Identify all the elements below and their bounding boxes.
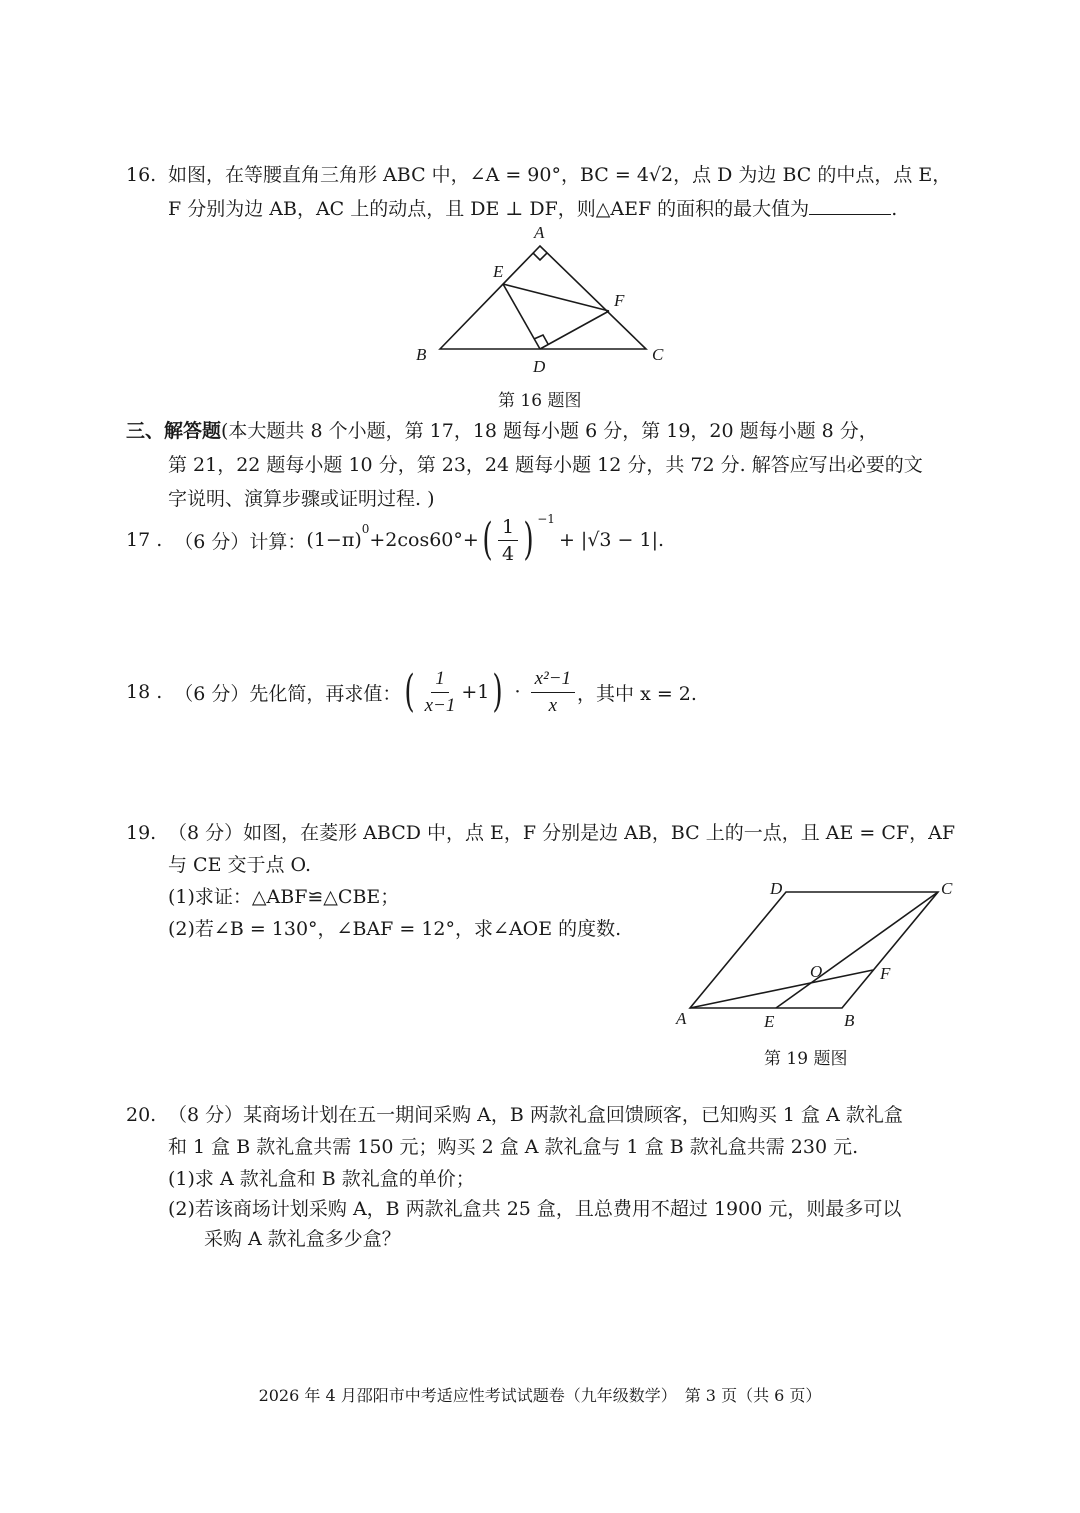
q19-part1: (1)求证：△ABF≌△CBE； [168,886,400,908]
section3-title: 三、解答题 [126,420,222,442]
q16-label-f: F [614,291,625,310]
q18-dot: · [514,681,521,703]
q19-label-e: E [764,1012,775,1031]
q19-label-f: F [880,964,891,983]
q17-paren-close: ) [523,514,534,565]
q18-frac1-num: 1 [431,668,449,693]
q16-label-e: E [493,262,504,281]
q19-label-b: B [844,1011,855,1030]
q18-fraction2 [531,668,575,717]
q19-line1: （8 分）如图，在菱形 ABCD 中，点 E，F 分别是边 AB，BC 上的一点，且 AE = CF，AF [168,822,956,844]
q18-plus1: +1 [461,681,490,703]
right-angle-a-mark [533,253,547,260]
q20-number: 20. [126,1104,157,1126]
q16-number: 16. [126,164,157,186]
q19-caption: 第 19 题图 [764,1049,848,1069]
section3-intro-3: 字说明、演算步骤或证明过程. ) [168,488,435,510]
q16-line2-end: . [891,198,898,220]
q17-term3: + |√3 − 1|. [558,529,665,551]
q17-fraction [498,516,518,565]
q18-frac1-den: x−1 [424,694,456,716]
q16-line2-text: F 分别为边 AB，AC 上的动点，且 DE ⊥ DF，则△AEF 的面积的最大值为 [168,198,810,220]
section3-intro-2: 第 21，22 题每小题 10 分，第 23，24 题每小题 12 分，共 72 分. 解答应写出必要的文 [168,454,923,476]
q18-frac2-num: x²−1 [531,668,575,693]
q19-label-d: D [770,879,783,898]
q16-figure [400,218,690,378]
q20-part1: (1)求 A 款礼盒和 B 款礼盒的单价； [168,1168,475,1190]
q19-label-o: O [810,962,823,981]
q17-term2: +2cos60°+ [369,529,479,551]
section3-line1 [126,414,878,448]
q18-suffix: ，其中 x = 2. [577,682,697,705]
q20-part2-line1: (2)若该商场计划采购 A，B 两款礼盒共 25 盒，且总费用不超过 1900 元，则最多可以 [168,1198,902,1220]
q18 [126,664,697,720]
q18-paren-open: ( [404,666,416,717]
q17-term1: (1−π) [306,529,362,551]
q19-part2: (2)若∠B = 130°，∠BAF = 12°，求∠AOE 的度数. [168,918,622,940]
q16-caption: 第 16 题图 [498,391,582,411]
q19-label-c: C [941,879,953,898]
q17-frac-den: 4 [501,542,515,565]
q17-number: 17 . [126,529,163,551]
q19-number: 19. [126,822,157,844]
q16-label-b: B [416,345,427,364]
q19-line2: 与 CE 交于点 O. [168,854,312,876]
q18-prefix: （6 分）先化简，再求值： [174,682,402,705]
q20-line2: 和 1 盒 B 款礼盒共需 150 元；购买 2 盒 A 款礼盒与 1 盒 B 款礼盒共需 230 元. [168,1136,859,1158]
q20-part2-line2: 采购 A 款礼盒多少盒？ [204,1228,401,1250]
section3-intro-1: (本大题共 8 个小题，第 17，18 题每小题 6 分，第 19，20 题每小题 8 分， [221,420,878,442]
q18-number: 18 . [126,681,163,703]
q16-answer-blank [809,194,891,215]
q16-label-a: A [534,223,545,242]
rhombus-abcd [690,892,938,1008]
q16-label-d: D [533,357,546,376]
q16-line1: 如图，在等腰直角三角形 ABC 中，∠A = 90°，BC = 4√2，点 D 为边 BC 的中点，点 E， [168,164,952,186]
q17-term1-exp: 0 [361,522,370,536]
q16-label-c: C [652,345,664,364]
q19-figure [668,872,968,1034]
q18-paren-close: ) [492,666,504,717]
q17-frac-exp: −1 [537,512,555,526]
q17-paren-open: ( [482,514,493,565]
q17-prefix: （6 分）计算： [174,530,307,553]
q18-fraction1 [421,668,460,717]
q17 [126,512,664,568]
q17-frac-num: 1 [498,516,518,541]
q18-frac2-den: x [548,694,558,716]
segment-df [540,311,609,349]
q20-line1: （8 分）某商场计划在五一期间采购 A，B 两款礼盒回馈顾客，已知购买 1 盒 A 款礼盒 [168,1104,903,1126]
q19-label-a: A [676,1009,687,1028]
page-footer: 2026 年 4 月邵阳市中考适应性考试试题卷（九年级数学） 第 3 页（共 6 页） [258,1386,822,1405]
